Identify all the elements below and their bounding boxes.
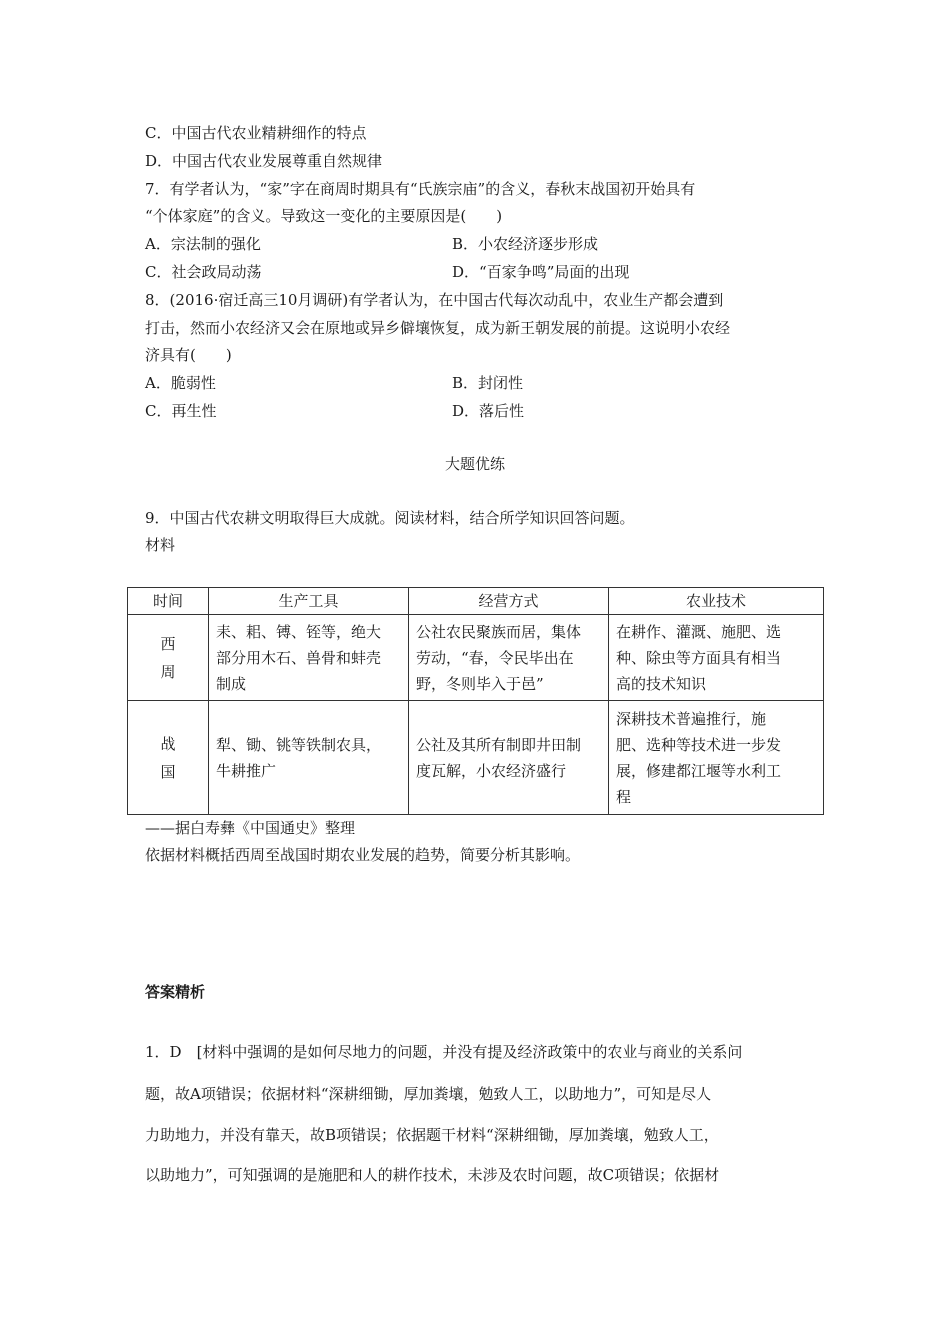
q7-stem-line-2: “个体家庭”的含义。导致这一变化的主要原因是( ) [145, 207, 503, 225]
cell-line: 公社及其所有制即井田制 [416, 735, 582, 754]
cell-line: 牛耕推广 [216, 761, 277, 780]
header-mode: 经营方式 [409, 588, 609, 615]
cell-tech [609, 615, 824, 701]
cell-mode [409, 701, 609, 815]
q7-option-d: D．“百家争鸣”局面的出现 [452, 263, 630, 281]
cell-line: 部分用木石、兽骨和蚌壳 [216, 648, 382, 667]
answer-heading: 答案精析 [145, 983, 206, 1001]
cell-line: 耒、耜、镈、铚等，绝大 [216, 622, 382, 641]
q8-stem-line-3: 济具有( ) [145, 346, 232, 364]
material-label: 材料 [145, 536, 176, 554]
material-source: ——据白寿彝《中国通史》整理 [145, 819, 356, 837]
cell-tech [609, 701, 824, 815]
q8-option-c: C．再生性 [145, 402, 217, 420]
cell-line: 犁、锄、铫等铁制农具， [216, 735, 382, 754]
cell-line: 程 [616, 787, 632, 806]
answer-line-2: 题，故A项错误；依据材料“深耕细锄，厚加粪壤，勉致人工，以助地力”，可知是尽人 [145, 1085, 712, 1103]
q8-option-b: B．封闭性 [452, 374, 524, 392]
table-row-xizhou [128, 615, 824, 701]
prev-option-c: C．中国古代农业精耕细作的特点 [145, 124, 367, 142]
cell-line: 制成 [216, 674, 247, 693]
q7-option-a: A．宗法制的强化 [145, 235, 261, 253]
table-header-row [128, 588, 824, 615]
section-title: 大题优练 [444, 455, 505, 473]
cell-time [128, 615, 209, 701]
prev-option-d: D．中国古代农业发展尊重自然规律 [145, 152, 383, 170]
header-time: 时间 [128, 588, 209, 615]
cell-tools [209, 615, 409, 701]
cell-line: 度瓦解，小农经济盛行 [416, 761, 567, 780]
header-tech: 农业技术 [609, 588, 824, 615]
cell-line: 肥、选种等技术进一步发 [616, 735, 782, 754]
table-row-zhanguo [128, 701, 824, 815]
q8-stem-line-1: 8．(2016·宿迁高三10月调研)有学者认为，在中国古代每次动乱中，农业生产都会遭到 [145, 291, 724, 309]
q7-option-c: C．社会政局动荡 [145, 263, 262, 281]
time-char: 周 [160, 662, 176, 681]
cell-line: 深耕技术普遍推行，施 [616, 709, 767, 728]
time-char: 国 [160, 762, 176, 781]
cell-mode [409, 615, 609, 701]
cell-line: 在耕作、灌溉、施肥、选 [616, 622, 782, 641]
answer-line-3: 力助地力，并没有靠天，故B项错误；依据题干材料“深耕细锄，厚加粪壤，勉致人工， [145, 1126, 719, 1144]
cell-time [128, 701, 209, 815]
cell-line: 劳动，“春，令民毕出在 [416, 648, 574, 667]
cell-line: 野，冬则毕入于邑” [416, 674, 544, 693]
answer-line-1: 1．D [材料中强调的是如何尽地力的问题，并没有提及经济政策中的农业与商业的关系问 [145, 1043, 743, 1061]
time-char: 战 [160, 734, 176, 753]
q9-stem: 9．中国古代农耕文明取得巨大成就。阅读材料，结合所学知识回答问题。 [145, 509, 635, 527]
cell-line: 种、除虫等方面具有相当 [616, 648, 782, 667]
time-char: 西 [160, 634, 176, 653]
cell-line: 展，修建都江堰等水利工 [616, 761, 782, 780]
cell-line: 公社农民聚族而居，集体 [416, 622, 582, 641]
answer-line-4: 以助地力”，可知强调的是施肥和人的耕作技术，未涉及农时问题，故C项错误；依据材 [145, 1166, 720, 1184]
header-tools: 生产工具 [209, 588, 409, 615]
q8-option-d: D．落后性 [452, 402, 525, 420]
q8-option-a: A．脆弱性 [145, 374, 216, 392]
q9-question: 依据材料概括西周至战国时期农业发展的趋势，简要分析其影响。 [145, 846, 581, 864]
q7-stem-line-1: 7．有学者认为，“家”字在商周时期具有“氏族宗庙”的含义，春秋末战国初开始具有 [145, 180, 696, 198]
cell-line: 高的技术知识 [616, 674, 707, 693]
q8-stem-line-2: 打击，然而小农经济又会在原地或异乡僻壤恢复，成为新王朝发展的前提。这说明小农经 [145, 319, 731, 337]
material-table [127, 587, 824, 815]
cell-tools [209, 701, 409, 815]
q7-option-b: B．小农经济逐步形成 [452, 235, 599, 253]
